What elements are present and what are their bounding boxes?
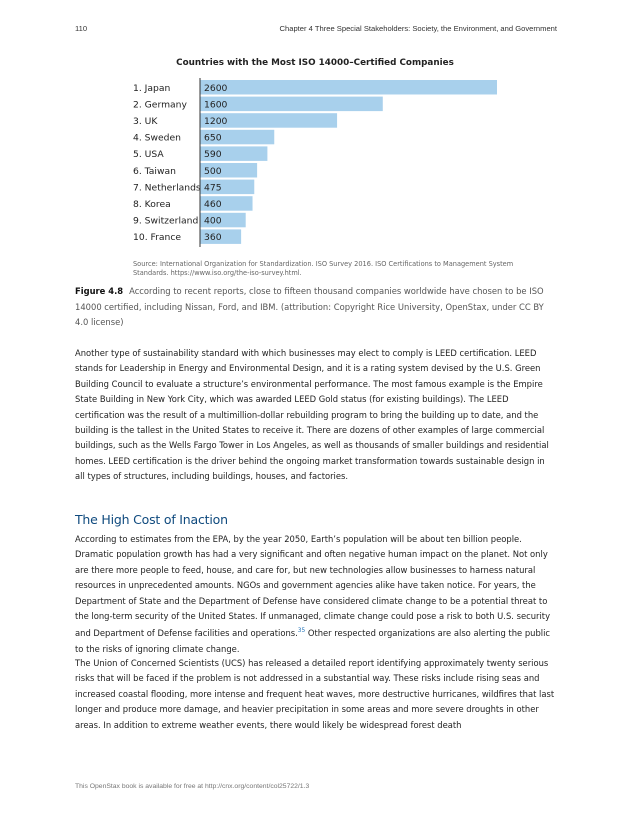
paragraph-epa: [75, 532, 557, 657]
value-label: 400: [204, 215, 222, 227]
chapter-header: Chapter 4 Three Special Stakeholders: Society, the Environment, and Government: [279, 24, 557, 33]
footer-note: This OpenStax book is available for free at http://cnx.org/content/col25722/1.3: [75, 783, 310, 790]
value-label: 590: [204, 149, 222, 161]
category-label: 4. Sweden: [133, 132, 181, 144]
category-label: 6. Taiwan: [133, 165, 176, 177]
page-number: 110: [75, 24, 88, 33]
category-label: 10. France: [133, 232, 182, 244]
chart-source: Source: International Organization for Standardization. ISO Survey 2016. ISO Certifications to Management System Standards. https://www.iso.org/the-iso-survey.html.: [133, 260, 514, 277]
section-heading: The High Cost of Inaction: [75, 512, 228, 527]
category-label: 9. Switzerland: [133, 215, 199, 227]
category-label: 1. Japan: [133, 82, 171, 94]
chart-title: Countries with the Most ISO 14000–Certified Companies: [176, 58, 454, 68]
paragraph-epa-text: According to estimates from the EPA, by the year 2050, Earth’s population will be about ten billion people. Dramatic population growth has had a very significant and often negative human impact on the planet. Not only are there more people to feed, house, and care for, but new technologies allow businesses to harness natural resources in unprecedented amounts. NGOs and government agencies alike have taken notice. For years, the Department of State and the Department of Defense have considered climate change to be a potential threat to the long-term security of the United States. If unmanaged, climate change could pose a risk to both U.S. security and Department of Defense facilities and operations.: [75, 534, 551, 639]
value-label: 2600: [204, 82, 228, 94]
category-label: 5. USA: [133, 149, 164, 161]
figure-caption: [75, 284, 557, 331]
value-label: 650: [204, 132, 222, 144]
value-label: 500: [204, 165, 222, 177]
value-label: 460: [204, 198, 222, 210]
footnote-ref-link[interactable]: 35: [297, 628, 306, 635]
bar: [200, 80, 497, 95]
figure-caption-text: According to recent reports, close to fifteen thousand companies worldwide have chosen to be ISO 14000 certified, including Nissan, Ford, and IBM. (attribution: Copyright Rice University, OpenStax, under CC BY 4.0 license): [75, 286, 544, 327]
paragraph-ucs: The Union of Concerned Scientists (UCS) has released a detailed report identifying approximately twenty serious risks that will be faced if the problem is not addressed in a substantial way. These risks include rising seas and increased coastal flooding, more intense and frequent heat waves, more destructive hurricanes, wildfires that last longer and produce more damage, and heavier precipitation in some areas and more severe droughts in other areas. In addition to extreme weather events, there would likely be widespread forest death: [75, 658, 555, 730]
category-label: 7. Netherlands: [133, 182, 201, 194]
paragraph-epa-text-end: Other respected organizations are also alerting the public to the risks of ignoring climate change.: [75, 628, 551, 654]
bar-chart: [0, 0, 630, 260]
value-label: 1200: [204, 115, 228, 127]
value-label: 475: [204, 182, 222, 194]
bar: [200, 97, 383, 112]
category-label: 3. UK: [133, 115, 158, 127]
category-label: 8. Korea: [133, 198, 171, 210]
value-label: 1600: [204, 99, 228, 111]
paragraph-leed: Another type of sustainability standard with which businesses may elect to comply is LEED certification. LEED stands for Leadership in Energy and Environmental Design, and it is a rating system devised by the U.S. Green Building Council to evaluate a structure’s environmental performance. The most famous example is the Empire State Building in New York City, which was awarded LEED Gold status (for existing buildings). The LEED certification was the result of a multimillion-dollar rebuilding program to bring the building up to date, and the building is the tallest in the United States to receive it. There are dozens of other examples of large commercial buildings, such as the Wells Fargo Tower in Los Angeles, as well as thousands of smaller buildings and residential homes. LEED certification is the driver behind the ongoing market transformation towards sustainable design in all types of structures, including buildings, houses, and factories.: [75, 348, 549, 482]
figure-label: Figure 4.8: [75, 286, 124, 296]
value-label: 360: [204, 232, 222, 244]
category-label: 2. Germany: [133, 99, 187, 111]
